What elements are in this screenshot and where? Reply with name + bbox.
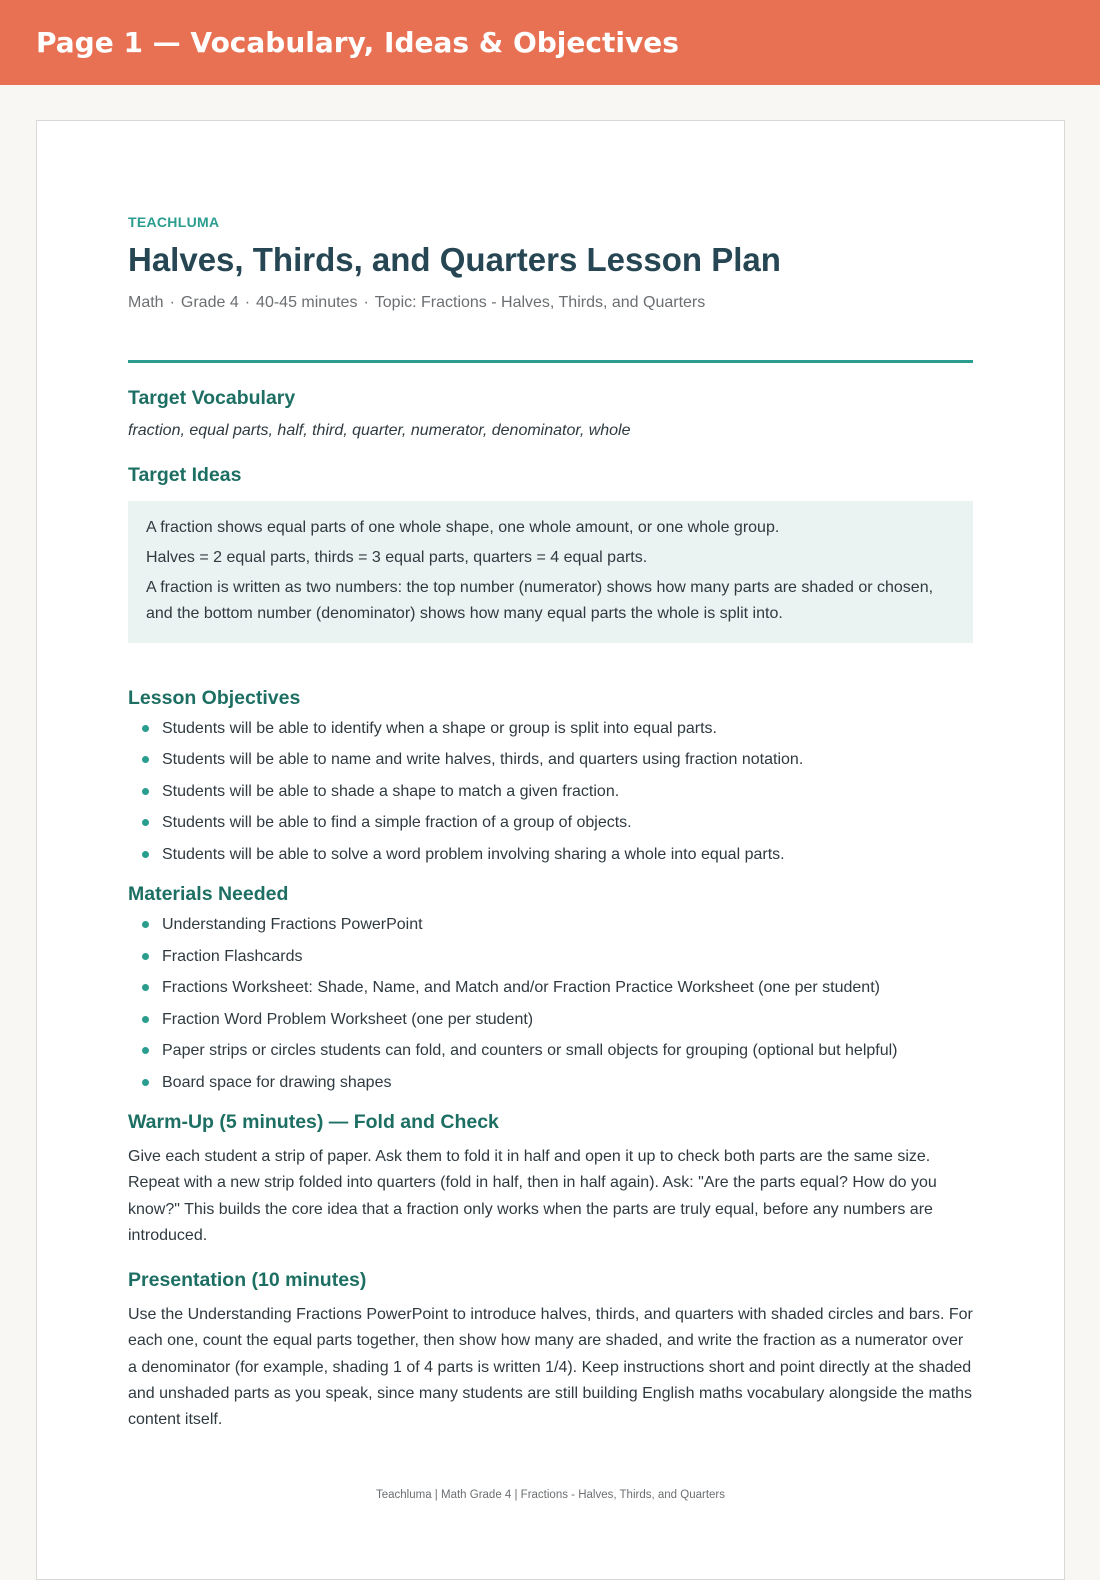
vocabulary-text: fraction, equal parts, half, third, quarter, numerator, denominator, whole — [128, 421, 631, 439]
idea-line: A fraction is written as two numbers: the top number (numerator) shows how many parts are shaded or chosen, and the bottom number (denominator) shows how many equal parts the whole is split into. — [146, 578, 934, 622]
ideas-box — [128, 501, 973, 643]
meta-separator: · — [244, 293, 251, 311]
warmup-text: Give each student a strip of paper. Ask them to fold it in half and open it up to check both parts are the same size. Repeat with a new strip folded into quarters (fold in half, then in half again). Ask: "Are the parts equal? How do you know?" This builds the core idea that a fraction only works when the parts are truly equal, before any numbers are introduced. — [128, 1147, 937, 1244]
meta-duration: 40-45 minutes — [256, 293, 358, 311]
title-divider — [128, 360, 973, 363]
material-item: Board space for drawing shapes — [128, 1072, 973, 1093]
material-item: Fraction Word Problem Worksheet (one per student) — [128, 1009, 973, 1030]
page-header — [0, 0, 1100, 85]
materials-list — [128, 914, 973, 1093]
page-header-title: Page 1 — Vocabulary, Ideas & Objectives — [36, 26, 679, 59]
vocabulary-heading: Target Vocabulary — [128, 386, 296, 409]
meta-subject: Math — [128, 293, 164, 311]
objective-item: Students will be able to identify when a shape or group is split into equal parts. — [128, 718, 973, 739]
warmup-heading: Warm-Up (5 minutes) — Fold and Check — [128, 1110, 499, 1133]
objectives-list — [128, 718, 973, 865]
objective-item: Students will be able to find a simple fraction of a group of objects. — [128, 812, 973, 833]
presentation-text: Use the Understanding Fractions PowerPoint to introduce halves, thirds, and quarters with shaded circles and bars. For each one, count the equal parts together, then show how many are shaded, and write the fraction as a numerator over a denominator (for example, shading 1 of 4 parts is written 1/4). Keep instructions short and point directly at the shaded and unshaded parts as you speak, since many students are still building English maths vocabulary alongside the maths content itself. — [128, 1306, 973, 1429]
material-item: Fraction Flashcards — [128, 946, 973, 967]
lesson-plan-sheet — [36, 120, 1065, 1580]
brand-label: TEACHLUMA — [128, 214, 220, 230]
document-meta — [128, 294, 973, 312]
meta-separator: · — [169, 293, 175, 311]
objective-item: Students will be able to shade a shape to match a given fraction. — [128, 781, 973, 802]
document-title: Halves, Thirds, and Quarters Lesson Plan — [128, 241, 781, 278]
meta-grade: Grade 4 — [180, 293, 239, 311]
idea-line: A fraction shows equal parts of one whole shape, one whole amount, or one whole group. — [146, 518, 780, 536]
objectives-heading: Lesson Objectives — [128, 686, 301, 709]
objective-item: Students will be able to solve a word problem involving sharing a whole into equal parts. — [128, 844, 973, 865]
materials-heading: Materials Needed — [128, 882, 289, 905]
ideas-heading: Target Ideas — [128, 463, 242, 486]
meta-topic: Topic: Fractions - Halves, Thirds, and Quarters — [374, 293, 706, 311]
objective-item: Students will be able to name and write halves, thirds, and quarters using fraction notation. — [128, 749, 973, 770]
presentation-heading: Presentation (10 minutes) — [128, 1269, 367, 1292]
material-item: Fractions Worksheet: Shade, Name, and Match and/or Fraction Practice Worksheet (one per student) — [128, 977, 973, 998]
material-item: Understanding Fractions PowerPoint — [128, 914, 973, 935]
idea-line: Halves = 2 equal parts, thirds = 3 equal parts, quarters = 4 equal parts. — [146, 548, 648, 566]
page-footer: Teachluma | Math Grade 4 | Fractions - Halves, Thirds, and Quarters — [376, 1489, 725, 1501]
meta-separator: · — [363, 293, 369, 311]
material-item: Paper strips or circles students can fold, and counters or small objects for grouping (optional but helpful) — [128, 1040, 973, 1061]
